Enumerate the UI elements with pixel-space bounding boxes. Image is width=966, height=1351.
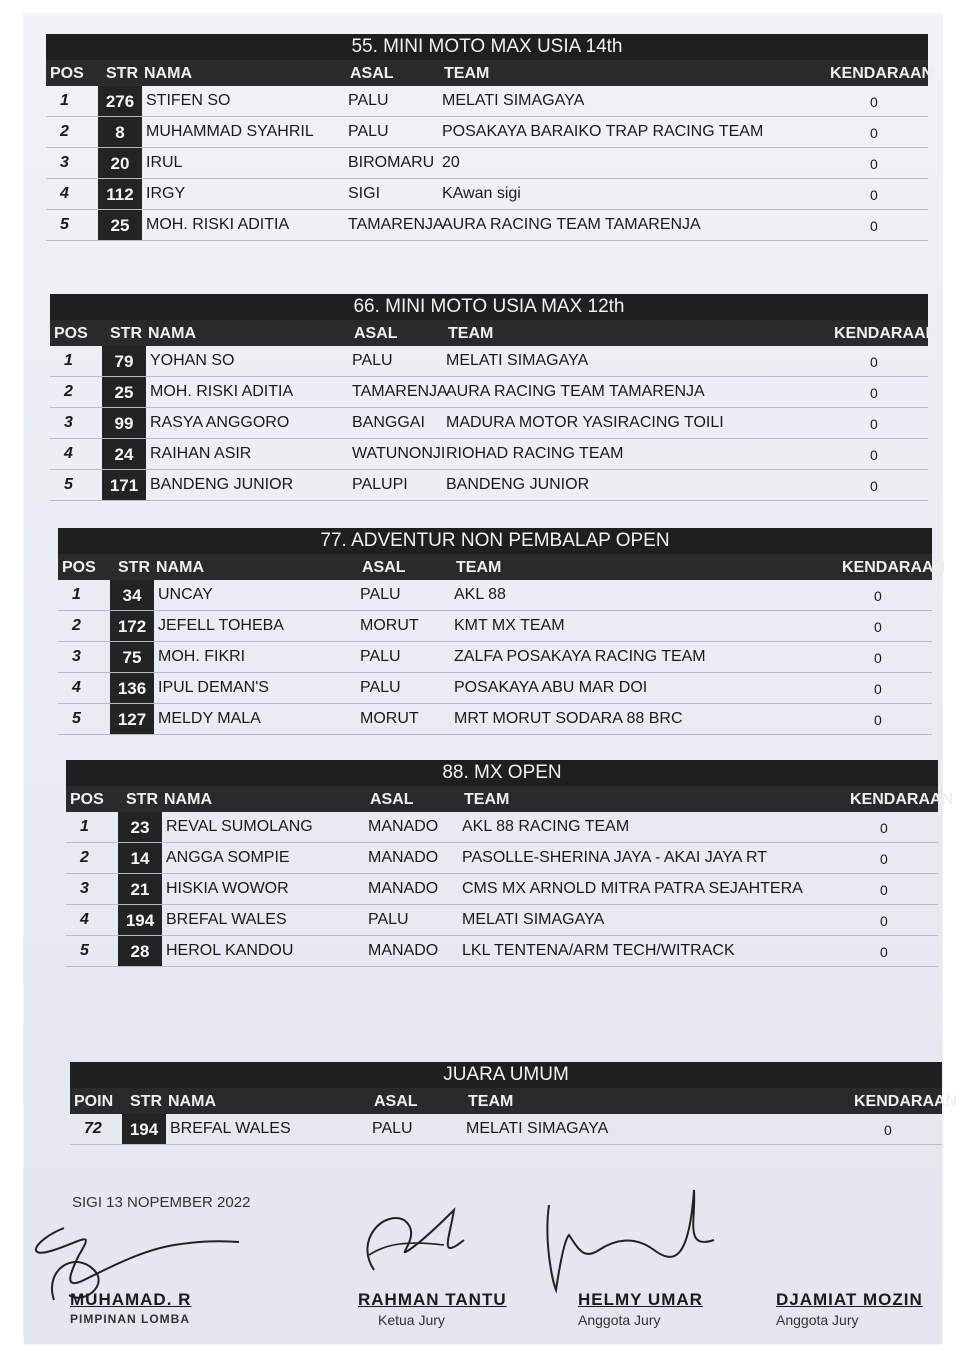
cell-pos: 4 — [80, 911, 89, 928]
cell-nama: YOHAN SO — [150, 352, 235, 369]
table-header — [50, 320, 938, 346]
cell-asal: MANADO — [368, 880, 439, 897]
cell-kend: 0 — [880, 944, 888, 960]
cell-nama: JEFELL TOHEBA — [158, 617, 284, 634]
result-table — [58, 528, 946, 735]
cell-kend: 0 — [884, 1122, 892, 1138]
signatory-name: MUHAMAD. R — [70, 1290, 192, 1309]
cell-pos: 4 — [64, 445, 73, 462]
column-header-nama: NAMA — [168, 1093, 216, 1110]
cell-team: ZALFA POSAKAYA RACING TEAM — [454, 648, 706, 665]
table-row — [70, 1114, 942, 1145]
table-row — [46, 148, 928, 179]
column-header-asal: ASAL — [350, 65, 394, 82]
cell-asal: PALU — [348, 92, 389, 109]
cell-nama: MOH. RISKI ADITIA — [150, 383, 294, 400]
table-row — [50, 439, 928, 470]
cell-kend: 0 — [870, 187, 878, 203]
table-row — [50, 377, 928, 408]
cell-str: 79 — [114, 352, 134, 371]
column-header-nama: NAMA — [164, 791, 212, 808]
table-title: 66. MINI MOTO USIA MAX 12th — [50, 294, 928, 320]
cell-kend: 0 — [870, 478, 878, 494]
result-table — [46, 34, 934, 241]
cell-nama: IRGY — [146, 185, 186, 202]
cell-pos: 72 — [84, 1120, 102, 1137]
cell-nama: MOH. FIKRI — [158, 648, 246, 665]
column-header-nama: NAMA — [156, 559, 204, 576]
cell-kend: 0 — [870, 94, 878, 110]
column-header-pos: POS — [70, 791, 104, 808]
cell-pos: 3 — [72, 648, 81, 665]
cell-kend: 0 — [870, 156, 878, 172]
cell-str: 112 — [106, 185, 134, 204]
cell-asal: PALU — [352, 352, 393, 369]
table-row — [50, 346, 928, 377]
cell-team: PASOLLE-SHERINA JAYA - AKAI JAYA RT — [462, 849, 767, 866]
cell-pos: 2 — [80, 849, 89, 866]
column-header-str: STR — [110, 325, 142, 342]
cell-nama: HEROL KANDOU — [166, 942, 294, 959]
cell-nama: UNCAY — [158, 586, 213, 603]
cell-kend: 0 — [874, 681, 882, 697]
column-header-str: STR — [106, 65, 138, 82]
column-header-pos: POS — [54, 325, 88, 342]
cell-str: 171 — [109, 476, 139, 495]
table-row — [50, 470, 928, 501]
column-header-team: TEAM — [448, 325, 494, 342]
table-row — [66, 874, 938, 905]
cell-str: 172 — [117, 617, 147, 636]
cell-asal: PALU — [372, 1120, 413, 1137]
cell-team: LKL TENTENA/ARM TECH/WITRACK — [462, 942, 735, 959]
cell-pos: 4 — [60, 185, 69, 202]
column-header-str: STR — [130, 1093, 162, 1110]
cell-kend: 0 — [870, 385, 878, 401]
result-table — [70, 1062, 958, 1145]
table-row — [66, 812, 938, 843]
cell-asal: PALU — [360, 648, 401, 665]
cell-str: 75 — [122, 648, 142, 667]
column-header-pos: POIN — [74, 1093, 114, 1110]
cell-asal: MANADO — [368, 942, 439, 959]
cell-nama: MELDY MALA — [158, 710, 261, 727]
table-row — [46, 179, 928, 210]
signatory-role: Ketua Jury — [378, 1312, 445, 1328]
cell-str: 99 — [114, 414, 134, 433]
column-header-kend: KENDARAAN — [834, 325, 938, 342]
cell-nama: RASYA ANGGORO — [150, 414, 290, 431]
column-header-pos: POS — [50, 65, 84, 82]
cell-asal: TAMARENJA — [348, 216, 444, 233]
cell-team: AKL 88 RACING TEAM — [462, 818, 630, 835]
table-row — [46, 86, 928, 117]
column-header-team: TEAM — [464, 791, 510, 808]
cell-pos: 3 — [60, 154, 69, 171]
table-row — [58, 580, 932, 611]
column-header-asal: ASAL — [354, 325, 398, 342]
table-row — [66, 843, 938, 874]
cell-nama: IRUL — [146, 154, 183, 171]
column-header-team: TEAM — [444, 65, 490, 82]
cell-str: 136 — [117, 679, 147, 698]
cell-team: AKL 88 — [454, 586, 506, 603]
cell-team: MRT MORUT SODARA 88 BRC — [454, 710, 683, 727]
cell-str: 194 — [129, 1120, 159, 1139]
cell-asal: PALU — [368, 911, 409, 928]
cell-pos: 1 — [64, 352, 73, 369]
cell-nama: STIFEN SO — [146, 92, 231, 109]
cell-str: 23 — [130, 818, 150, 837]
signing-date: SIGI 13 NOPEMBER 2022 — [72, 1194, 251, 1211]
column-header-team: TEAM — [456, 559, 502, 576]
cell-team: 20 — [442, 154, 460, 171]
table-row — [66, 936, 938, 967]
cell-asal: MANADO — [368, 818, 439, 835]
cell-asal: PALU — [360, 679, 401, 696]
cell-pos: 1 — [60, 92, 69, 109]
cell-kend: 0 — [870, 447, 878, 463]
cell-team: MELATI SIMAGAYA — [466, 1120, 609, 1137]
cell-nama: IPUL DEMAN'S — [158, 679, 269, 696]
column-header-asal: ASAL — [374, 1093, 418, 1110]
cell-str: 28 — [130, 942, 150, 961]
signatory-name: RAHMAN TANTU — [358, 1290, 507, 1309]
cell-team: RIOHAD RACING TEAM — [446, 445, 624, 462]
cell-str: 276 — [105, 92, 135, 111]
cell-team: CMS MX ARNOLD MITRA PATRA SEJAHTERA — [462, 880, 803, 897]
table-body — [70, 1114, 942, 1145]
table-row — [58, 704, 932, 735]
cell-str: 8 — [115, 123, 125, 142]
table-header — [46, 60, 934, 86]
column-header-nama: NAMA — [148, 325, 196, 342]
cell-str: 25 — [114, 383, 134, 402]
cell-team: POSAKAYA BARAIKO TRAP RACING TEAM — [442, 123, 764, 140]
cell-str: 194 — [125, 911, 155, 930]
cell-pos: 2 — [64, 383, 73, 400]
table-header — [58, 554, 946, 580]
cell-kend: 0 — [880, 820, 888, 836]
cell-asal: MORUT — [360, 617, 419, 634]
cell-nama: REVAL SUMOLANG — [166, 818, 313, 835]
cell-pos: 1 — [72, 586, 81, 603]
column-header-nama: NAMA — [144, 65, 192, 82]
cell-pos: 4 — [72, 679, 81, 696]
cell-team: MELATI SIMAGAYA — [446, 352, 589, 369]
cell-str: 21 — [130, 880, 150, 899]
cell-asal: TAMARENJA — [352, 383, 448, 400]
cell-pos: 5 — [80, 942, 89, 959]
table-row — [46, 117, 928, 148]
cell-team: POSAKAYA ABU MAR DOI — [454, 679, 648, 696]
cell-nama: BANDENG JUNIOR — [150, 476, 294, 493]
table-row — [58, 611, 932, 642]
cell-nama: ANGGA SOMPIE — [166, 849, 290, 866]
cell-str: 25 — [110, 216, 130, 235]
column-header-asal: ASAL — [370, 791, 414, 808]
column-header-kend: KENDARAAN — [842, 559, 946, 576]
signature-area — [24, 1180, 942, 1340]
column-header-str: STR — [118, 559, 150, 576]
cell-asal: WATUNONJI — [352, 445, 446, 462]
cell-pos: 3 — [80, 880, 89, 897]
column-header-pos: POS — [62, 559, 96, 576]
cell-kend: 0 — [874, 619, 882, 635]
result-table — [66, 760, 954, 967]
table-body — [58, 580, 932, 735]
table-body — [46, 86, 928, 241]
column-header-kend: KENDARAAN — [854, 1093, 958, 1110]
result-table — [50, 294, 938, 501]
table-row — [46, 210, 928, 241]
table-title: 55. MINI MOTO MAX USIA 14th — [46, 34, 928, 60]
table-row — [58, 673, 932, 704]
cell-str: 34 — [122, 586, 142, 605]
cell-team: MELATI SIMAGAYA — [462, 911, 605, 928]
cell-nama: MUHAMMAD SYAHRIL — [146, 123, 314, 140]
cell-str: 24 — [114, 445, 134, 464]
cell-nama: HISKIA WOWOR — [166, 880, 289, 897]
cell-pos: 5 — [72, 710, 81, 727]
cell-kend: 0 — [870, 354, 878, 370]
cell-kend: 0 — [880, 882, 888, 898]
column-header-asal: ASAL — [362, 559, 406, 576]
cell-kend: 0 — [870, 218, 878, 234]
cell-kend: 0 — [880, 913, 888, 929]
cell-team: KMT MX TEAM — [454, 617, 565, 634]
cell-nama: BREFAL WALES — [170, 1120, 291, 1137]
cell-pos: 2 — [60, 123, 69, 140]
column-header-kend: KENDARAAN — [830, 65, 934, 82]
cell-str: 14 — [130, 849, 150, 868]
cell-kend: 0 — [874, 588, 882, 604]
cell-nama: MOH. RISKI ADITIA — [146, 216, 290, 233]
cell-kend: 0 — [870, 125, 878, 141]
cell-team: AURA RACING TEAM TAMARENJA — [442, 216, 701, 233]
table-title: 77. ADVENTUR NON PEMBALAP OPEN — [58, 528, 932, 554]
cell-asal: SIGI — [348, 185, 381, 202]
cell-str: 20 — [110, 154, 130, 173]
table-title: JUARA UMUM — [70, 1062, 942, 1088]
cell-asal: PALU — [348, 123, 389, 140]
cell-asal: MORUT — [360, 710, 419, 727]
cell-pos: 1 — [80, 818, 89, 835]
signatory-role: PIMPINAN LOMBA — [70, 1312, 190, 1326]
cell-pos: 2 — [72, 617, 81, 634]
table-title: 88. MX OPEN — [66, 760, 938, 786]
cell-kend: 0 — [880, 851, 888, 867]
cell-team: MADURA MOTOR YASIRACING TOILI — [446, 414, 724, 431]
table-header — [66, 786, 954, 812]
cell-asal: BIROMARU — [348, 154, 435, 171]
table-row — [58, 642, 932, 673]
table-body — [50, 346, 928, 501]
column-header-team: TEAM — [468, 1093, 514, 1110]
cell-team: MELATI SIMAGAYA — [442, 92, 585, 109]
cell-asal: PALUPI — [352, 476, 408, 493]
cell-nama: RAIHAN ASIR — [150, 445, 252, 462]
cell-asal: BANGGAI — [352, 414, 425, 431]
signatory-name: DJAMIAT MOZIN — [776, 1290, 923, 1309]
cell-kend: 0 — [870, 416, 878, 432]
column-header-kend: KENDARAAN — [850, 791, 954, 808]
signatory-role: Anggota Jury — [578, 1312, 661, 1328]
table-row — [50, 408, 928, 439]
cell-pos: 5 — [64, 476, 73, 493]
cell-kend: 0 — [874, 712, 882, 728]
cell-team: AURA RACING TEAM TAMARENJA — [446, 383, 705, 400]
column-header-str: STR — [126, 791, 158, 808]
signatory-role: Anggota Jury — [776, 1312, 859, 1328]
cell-team: BANDENG JUNIOR — [446, 476, 590, 493]
cell-nama: BREFAL WALES — [166, 911, 287, 928]
signatory-name: HELMY UMAR — [578, 1290, 703, 1309]
cell-pos: 5 — [60, 216, 69, 233]
cell-pos: 3 — [64, 414, 73, 431]
table-body — [66, 812, 938, 967]
cell-str: 127 — [117, 710, 147, 729]
cell-kend: 0 — [874, 650, 882, 666]
cell-asal: MANADO — [368, 849, 439, 866]
cell-team: KAwan sigi — [442, 185, 521, 202]
table-header — [70, 1088, 958, 1114]
table-row — [66, 905, 938, 936]
cell-asal: PALU — [360, 586, 401, 603]
